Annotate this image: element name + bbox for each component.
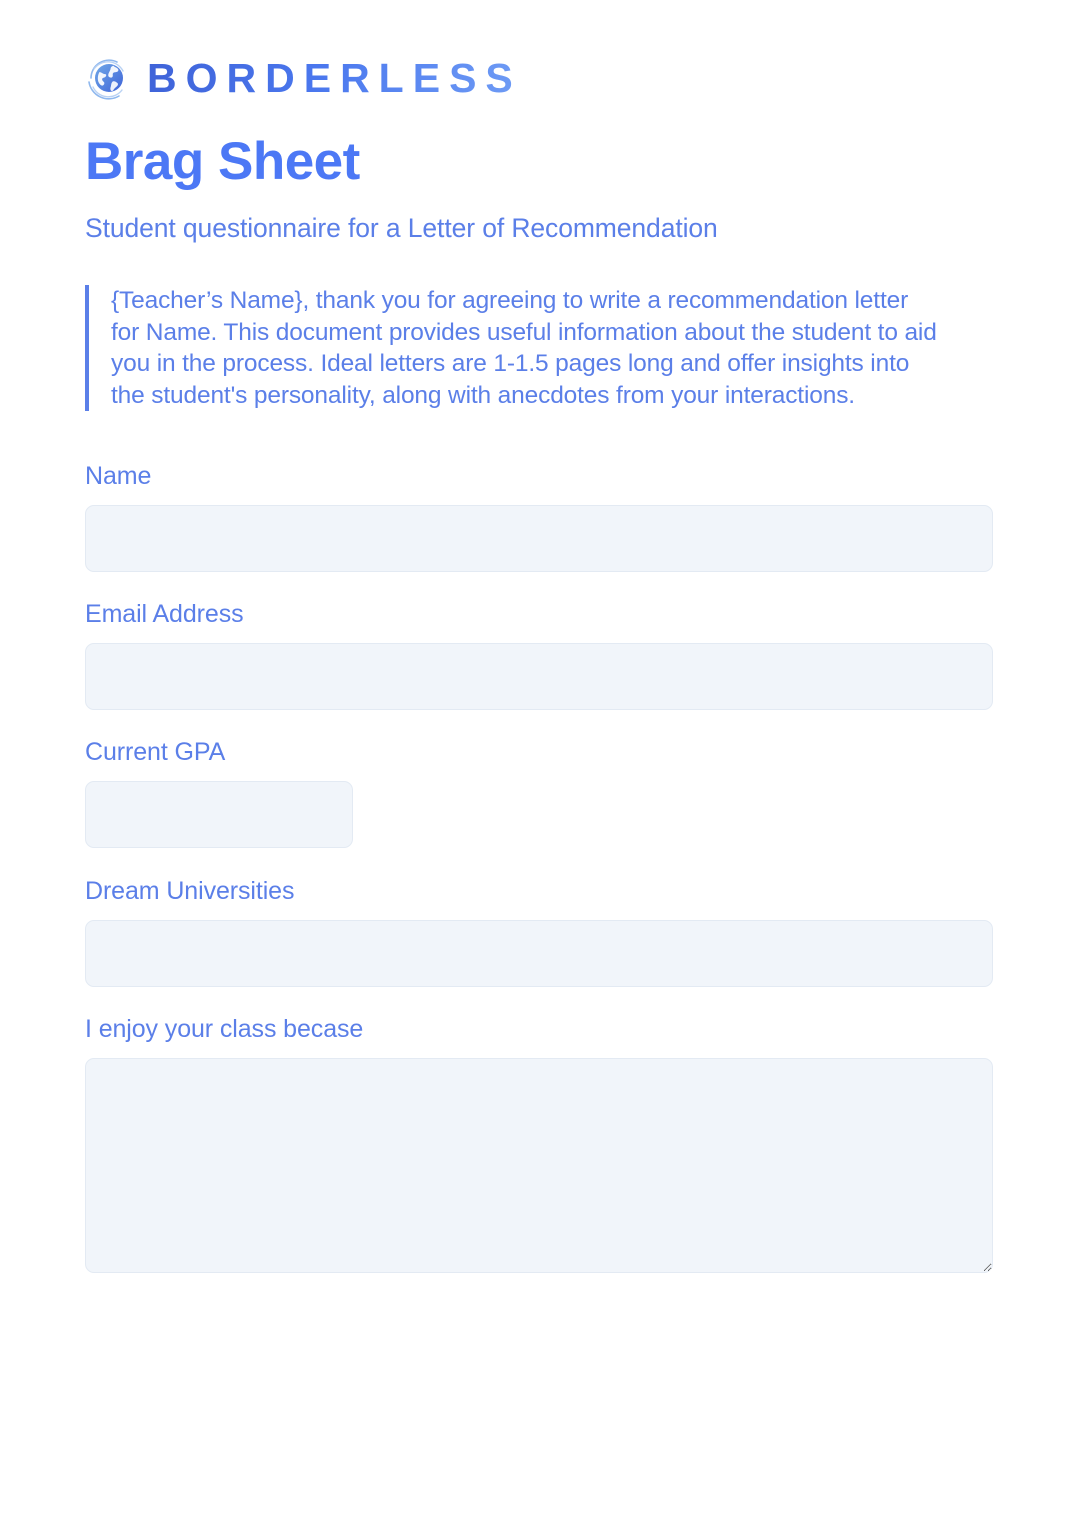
globe-icon — [85, 54, 133, 102]
email-input[interactable] — [85, 643, 993, 710]
intro-quote-block — [85, 285, 937, 411]
dream-universities-input[interactable] — [85, 920, 993, 987]
field-label-dream-universities: Dream Universities — [85, 877, 295, 906]
page-title: Brag Sheet — [85, 132, 360, 191]
spacer — [85, 572, 995, 599]
field-email — [85, 599, 995, 710]
field-label-name: Name — [85, 462, 152, 491]
brand-wordmark: BORDERLESS — [147, 54, 522, 101]
gpa-input[interactable] — [85, 781, 353, 848]
enjoy-class-textarea[interactable] — [85, 1058, 993, 1273]
field-gpa — [85, 737, 995, 848]
field-dream-universities — [85, 876, 995, 987]
field-label-gpa: Current GPA — [85, 738, 226, 767]
name-input[interactable] — [85, 505, 993, 572]
field-label-enjoy-class: I enjoy your class becase — [85, 1015, 364, 1044]
spacer — [85, 987, 995, 1014]
spacer — [85, 848, 995, 876]
intro-text: {Teacher’s Name}, thank you for agreeing to write a recommendation letter for Name. This document provides useful information about the student to aid you in the process. Ideal letters are 1-1.5 pages long and offer insights into the student's personality, along with anecdotes from your interactions. — [111, 286, 937, 409]
spacer — [85, 710, 995, 737]
field-name — [85, 461, 995, 572]
brag-sheet-form — [85, 461, 995, 1273]
page-subtitle: Student questionnaire for a Letter of Recommendation — [85, 213, 718, 244]
brand-logo — [85, 0, 995, 101]
field-label-email: Email Address — [85, 600, 244, 629]
field-enjoy-class — [85, 1014, 995, 1273]
